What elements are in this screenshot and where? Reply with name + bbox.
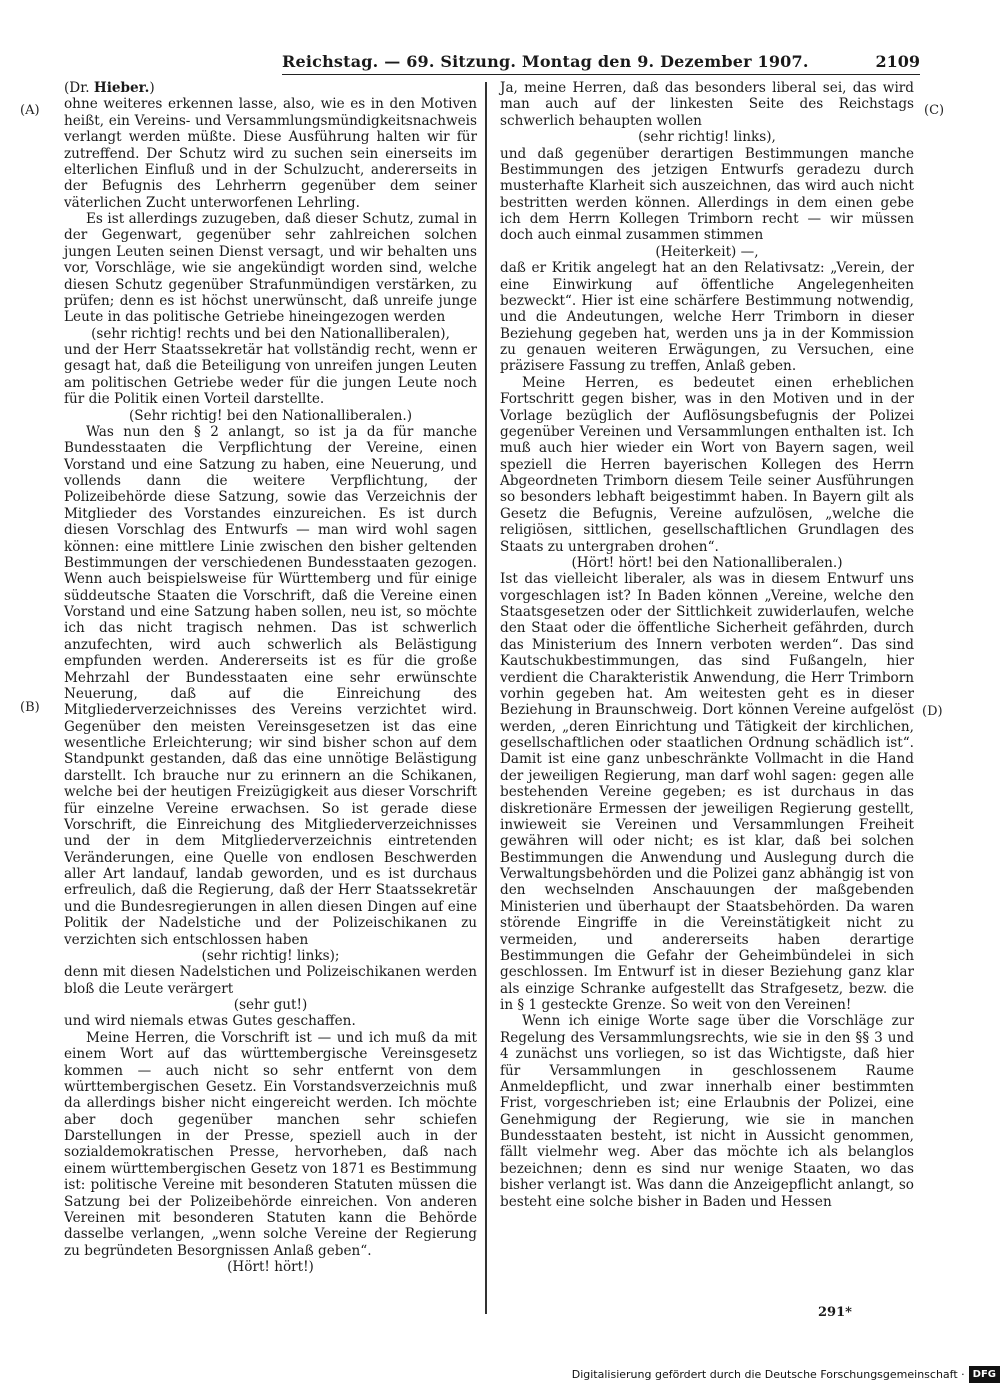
paragraph: denn mit diesen Nadelstichen und Polizeischikanen werden bloß die Leute verärgert (64, 964, 477, 997)
interjection: (sehr gut!) (233, 997, 308, 1013)
paragraph: daß er Kritik angelegt hat an den Relativsatz: „Verein, der eine Einwirkung auf öffentliche Angelegenheiten bezweckt“. Hier ist eine schärfere Bestimmung notwendig, und die Andeutungen, welche Herr Trimborn in dieser Beziehung gegeben hat, werden uns ja in der Kommission zu genauen weiteren Erwägungen, zu Versuchen, eine präzisere Fassung zu treffen, Anlaß geben. (500, 260, 914, 375)
paragraph: Meine Herren, die Vorschrift ist — und ich muß da mit einem Wort auf das württembergische Vereinsgesetz kommen — auch nicht so sehr entfernt von dem württembergischen Gesetz. Ein Vorstandsverzeichnis muß da allerdings bisher nicht eingereicht werden. Ich möchte aber doch gegenüber manchen sehr schiefen Darstellungen in der Presse, speziell auch in der sozialdemokratischen Presse, hervorheben, daß nach einem württembergischen Gesetz von 1871 es Bestimmung ist: politische Vereine mit besonderen Statuten müssen die Satzung bei der Polizeibehörde einreichen. Von anderen Vereinen mit besonderen Statuten kann die Behörde dasselbe verlangen, „wenn solche Vereine der Regierung zu begründeten Besorgnissen Anlaß geben“. (64, 1029, 477, 1259)
dfg-logo: DFG (969, 1366, 1000, 1383)
interjection: (Hört! hört!) (227, 1259, 314, 1275)
page-number: 2109 (875, 52, 920, 71)
page-header (282, 52, 920, 75)
paragraph: Meine Herren, es bedeutet einen erheblichen Fortschritt gegen bisher, was in den Motiven und in der Vorlage bezüglich der Auflösungsbefugnis der Polizei gegenüber Vereinen und Versammlungen enthalten ist. Ich muß auch hier wieder ein Wort von Bayern sagen, weil speziell die Herren bayerischen Kollegen des Herrn Abgeordneten Trimborn diesem Teile seiner Ausführungen so besonders lebhaft beigestimmt haben. In Bayern gilt als Gesetz die Befugnis, Vereine aufzulösen, „welche die religiösen, sittlichen, gesellschaftlichen Grundlagen des Staats zu untergraben drohen“. (500, 374, 914, 555)
left-column (64, 80, 477, 1275)
paragraph: Was nun den § 2 anlangt, so ist ja da für manche Bundesstaaten die Verpflichtung der Vereine, einen Vorstand und eine Satzung zu haben, eine Neuerung, und vollends dann die weitere Verpflichtung, der Polizeibehörde diese Satzung, sowie das Verzeichnis der Mitglieder des Vorstandes einzureichen. Es ist durch diesen Vorschlag des Entwurfs — man wird wohl sagen können: eine mittlere Linie zwischen den bisher geltenden Bestimmungen der verschiedenen Bundesstaaten gezogen. Wenn auch beispielsweise für Württemberg und für einige süddeutsche Staaten die Vorschrift, daß die Vereine einen Vorstand und eine Satzung haben sollen, neu ist, so möchte ich das nicht tragisch nehmen. Das ist schwerlich anzufechten, wird auch schwerlich als Belästigung empfunden werden. Andererseits ist es für die große Mehrzahl der Bundesstaaten eine sehr erwünschte Neuerung, daß auf die Einreichung des Mitgliederverzeichnisses des Vereins verzichtet wird. Gegenüber den meisten Vereinsgesetzen ist das eine wesentliche Erleichterung; wir sind bisher schon auf dem Standpunkt gestanden, daß das eine unnötige Belästigung darstellt. Ich brauche nur zu erinnern an die Schikanen, welche bei der heutigen Freizügigkeit aus dieser Vorschrift für einzelne Vereine erwachsen. So ist gerade diese Vorschrift, die Einreichung des Mitgliederverzeichnisses und der in dem Mitgliederverzeichnis eintretenden Veränderungen, eine Quelle von endlosen Beschwerden aller Art landauf, landab geworden, und es ist durchaus erfreulich, daß die Regierung, daß der Herr Staatssekretär und die Bundesregierungen in allen diesen Dingen auf eine Politik der Nadelstiche und der Polizeischikanen zu verzichten sich entschlossen haben (64, 423, 477, 948)
speaker-name: Hieber. (93, 80, 150, 96)
margin-marker-d: (D) (922, 704, 943, 719)
interjection: (Heiterkeit) —, (655, 243, 759, 260)
paragraph: Es ist allerdings zuzugeben, daß dieser Schutz, zumal in der Gegenwart, gegenüber sehr zahlreichen solchen jungen Leuten seinen Dienst versagt, und wir behalten uns vor, Vorschläge, wie sie angekündigt worden sind, welche diesen Schutz gegenüber Strafunmündigen verstärken, zu prüfen; denn es ist höchst unerwünscht, daß unreife junge Leute in das politische Getriebe hineingezogen werden (64, 211, 477, 326)
digitization-credit (572, 1366, 1000, 1383)
paragraph: und der Herr Staatssekretär hat vollständig recht, wenn er gesagt hat, daß die Beteiligung von unreifen jungen Leuten am politischen Getriebe weder für die jungen Leute noch für die Politik einen Vorteil darstellte. (64, 342, 477, 408)
paragraph: und daß gegenüber derartigen Bestimmungen manche Bestimmungen des jetzigen Entwurfs geradezu durch musterhafte Klarheit sich auszeichnen, das wird auch nicht bestritten werden können. Allerdings in dem einen gebe ich dem Herrn Kollegen Trimborn recht — wir müssen doch auch einmal zusammen stimmen (500, 145, 914, 244)
paragraph: und wird niemals etwas Gutes geschaffen. (64, 1013, 356, 1030)
credit-text: Digitalisierung gefördert durch die Deutsche Forschungsgemeinschaft · (571, 1368, 965, 1381)
interjection: (sehr richtig! rechts und bei den Nationalliberalen), (91, 325, 450, 342)
paragraph: Ist das vielleicht liberaler, als was in diesem Entwurf uns vorgeschlagen ist? In Baden können „Vereine, welche den Staatsgesetzen oder der Sittlichkeit zuwiderlaufen, welche den Staat oder die öffentliche Sicherheit gefährden, durch das Ministerium des Innern verboten werden“. Das sind Kautschukbestimmungen, das sind Fußangeln, hier verdient die Charakteristik Anwendung, die Herr Trimborn vorhin gegeben hat. Am weitesten geht es in dieser Beziehung in Braunschweig. Dort können Vereine aufgelöst werden, „deren Einrichtung und Tätigkeit der kirchlichen, gesellschaftlichen oder staatlichen Ordnung schädlich ist“. Damit ist eine ganz unbeschränkte Vollmacht in die Hand der jeweiligen Regierung, man darf wohl sagen: gegen alle bestehenden Vereine gegeben; es ist durchaus in das diskretionäre Ermessen der jeweiligen Regierung gestellt, inwieweit sie Vereinen und Versammlungen Freiheit gewähren will oder nicht; es ist klar, daß bei solchen Bestimmungen die Anwendung und Auslegung durch die Verwaltungsbehörden und die Polizei ganz abhängig ist von den wechselnden Anschauungen der maßgebenden Ministerien und überhaupt der Staatsbehörden. Da waren störende Eingriffe in die Vereinstätigkeit nicht zu vermeiden, und andererseits haben derartige Bestimmungen die Gefahr der Geheimbündelei in sich geschlossen. Im Entwurf ist in dieser Beziehung ganz klar als einzige Schranke aufgestellt das Strafgesetz, bezw. die in § 1 gesteckte Grenze. So weit von den Vereinen! (500, 571, 914, 1013)
interjection: (sehr richtig! links), (638, 129, 776, 146)
signature-mark: 291* (818, 1305, 852, 1320)
header-title: Reichstag. — 69. Sitzung. Montag den 9. Dezember 1907. (282, 52, 809, 71)
right-column (500, 80, 914, 1210)
interjection: (sehr richtig! links); (201, 947, 340, 964)
margin-marker-a: (A) (20, 103, 40, 118)
speaker-suffix: ) (149, 80, 155, 96)
column-divider (485, 82, 487, 1314)
margin-marker-b: (B) (20, 700, 40, 715)
paragraph: ohne weiteres erkennen lasse, also, wie es in den Motiven heißt, ein Vereins- und Versammlungsmündigkeitsnachweis verlangt werden müßte. Diese Ausführung halten wir für zutreffend. Der Schutz wird zu suchen sein einerseits im elterlichen Einfluß und in der Schulzucht, andererseits in der Befugnis des Lehrherrn gegenüber dem seiner väterlichen Zucht unterworfenen Lehrling. (64, 96, 477, 211)
interjection: (Hört! hört! bei den Nationalliberalen.) (571, 554, 843, 571)
speaker-line (64, 80, 477, 96)
margin-marker-c: (C) (924, 103, 945, 118)
interjection: (Sehr richtig! bei den Nationalliberalen.) (129, 407, 412, 424)
speaker-prefix: (Dr. (64, 80, 90, 96)
paragraph: Wenn ich einige Worte sage über die Vorschläge zur Regelung des Versammlungsrechts, wie sie in den §§ 3 und 4 zunächst uns vorliegen, so ist das Wichtigste, daß hier für Versammlungen in geschlossenem Raume Anmeldepflicht, und zwar innerhalb einer bestimmten Frist, vorgeschrieben ist; eine Erlaubnis der Polizei, eine Genehmigung der Regierung, wie sie in manchen Bundesstaaten besteht, ist nicht in Aussicht genommen, fällt vielmehr weg. Aber das möchte ich als belanglos bezeichnen; denn es sind nur wenige Staaten, wo das bisher verlangt ist. Was dann die Anzeigepflicht anlangt, so besteht eine solche bisher in Baden und Hessen (500, 1013, 914, 1210)
paragraph: Ja, meine Herren, daß das besonders liberal sei, das wird man auch auf der linkesten Seite des Reichstags schwerlich behaupten wollen (500, 80, 914, 129)
